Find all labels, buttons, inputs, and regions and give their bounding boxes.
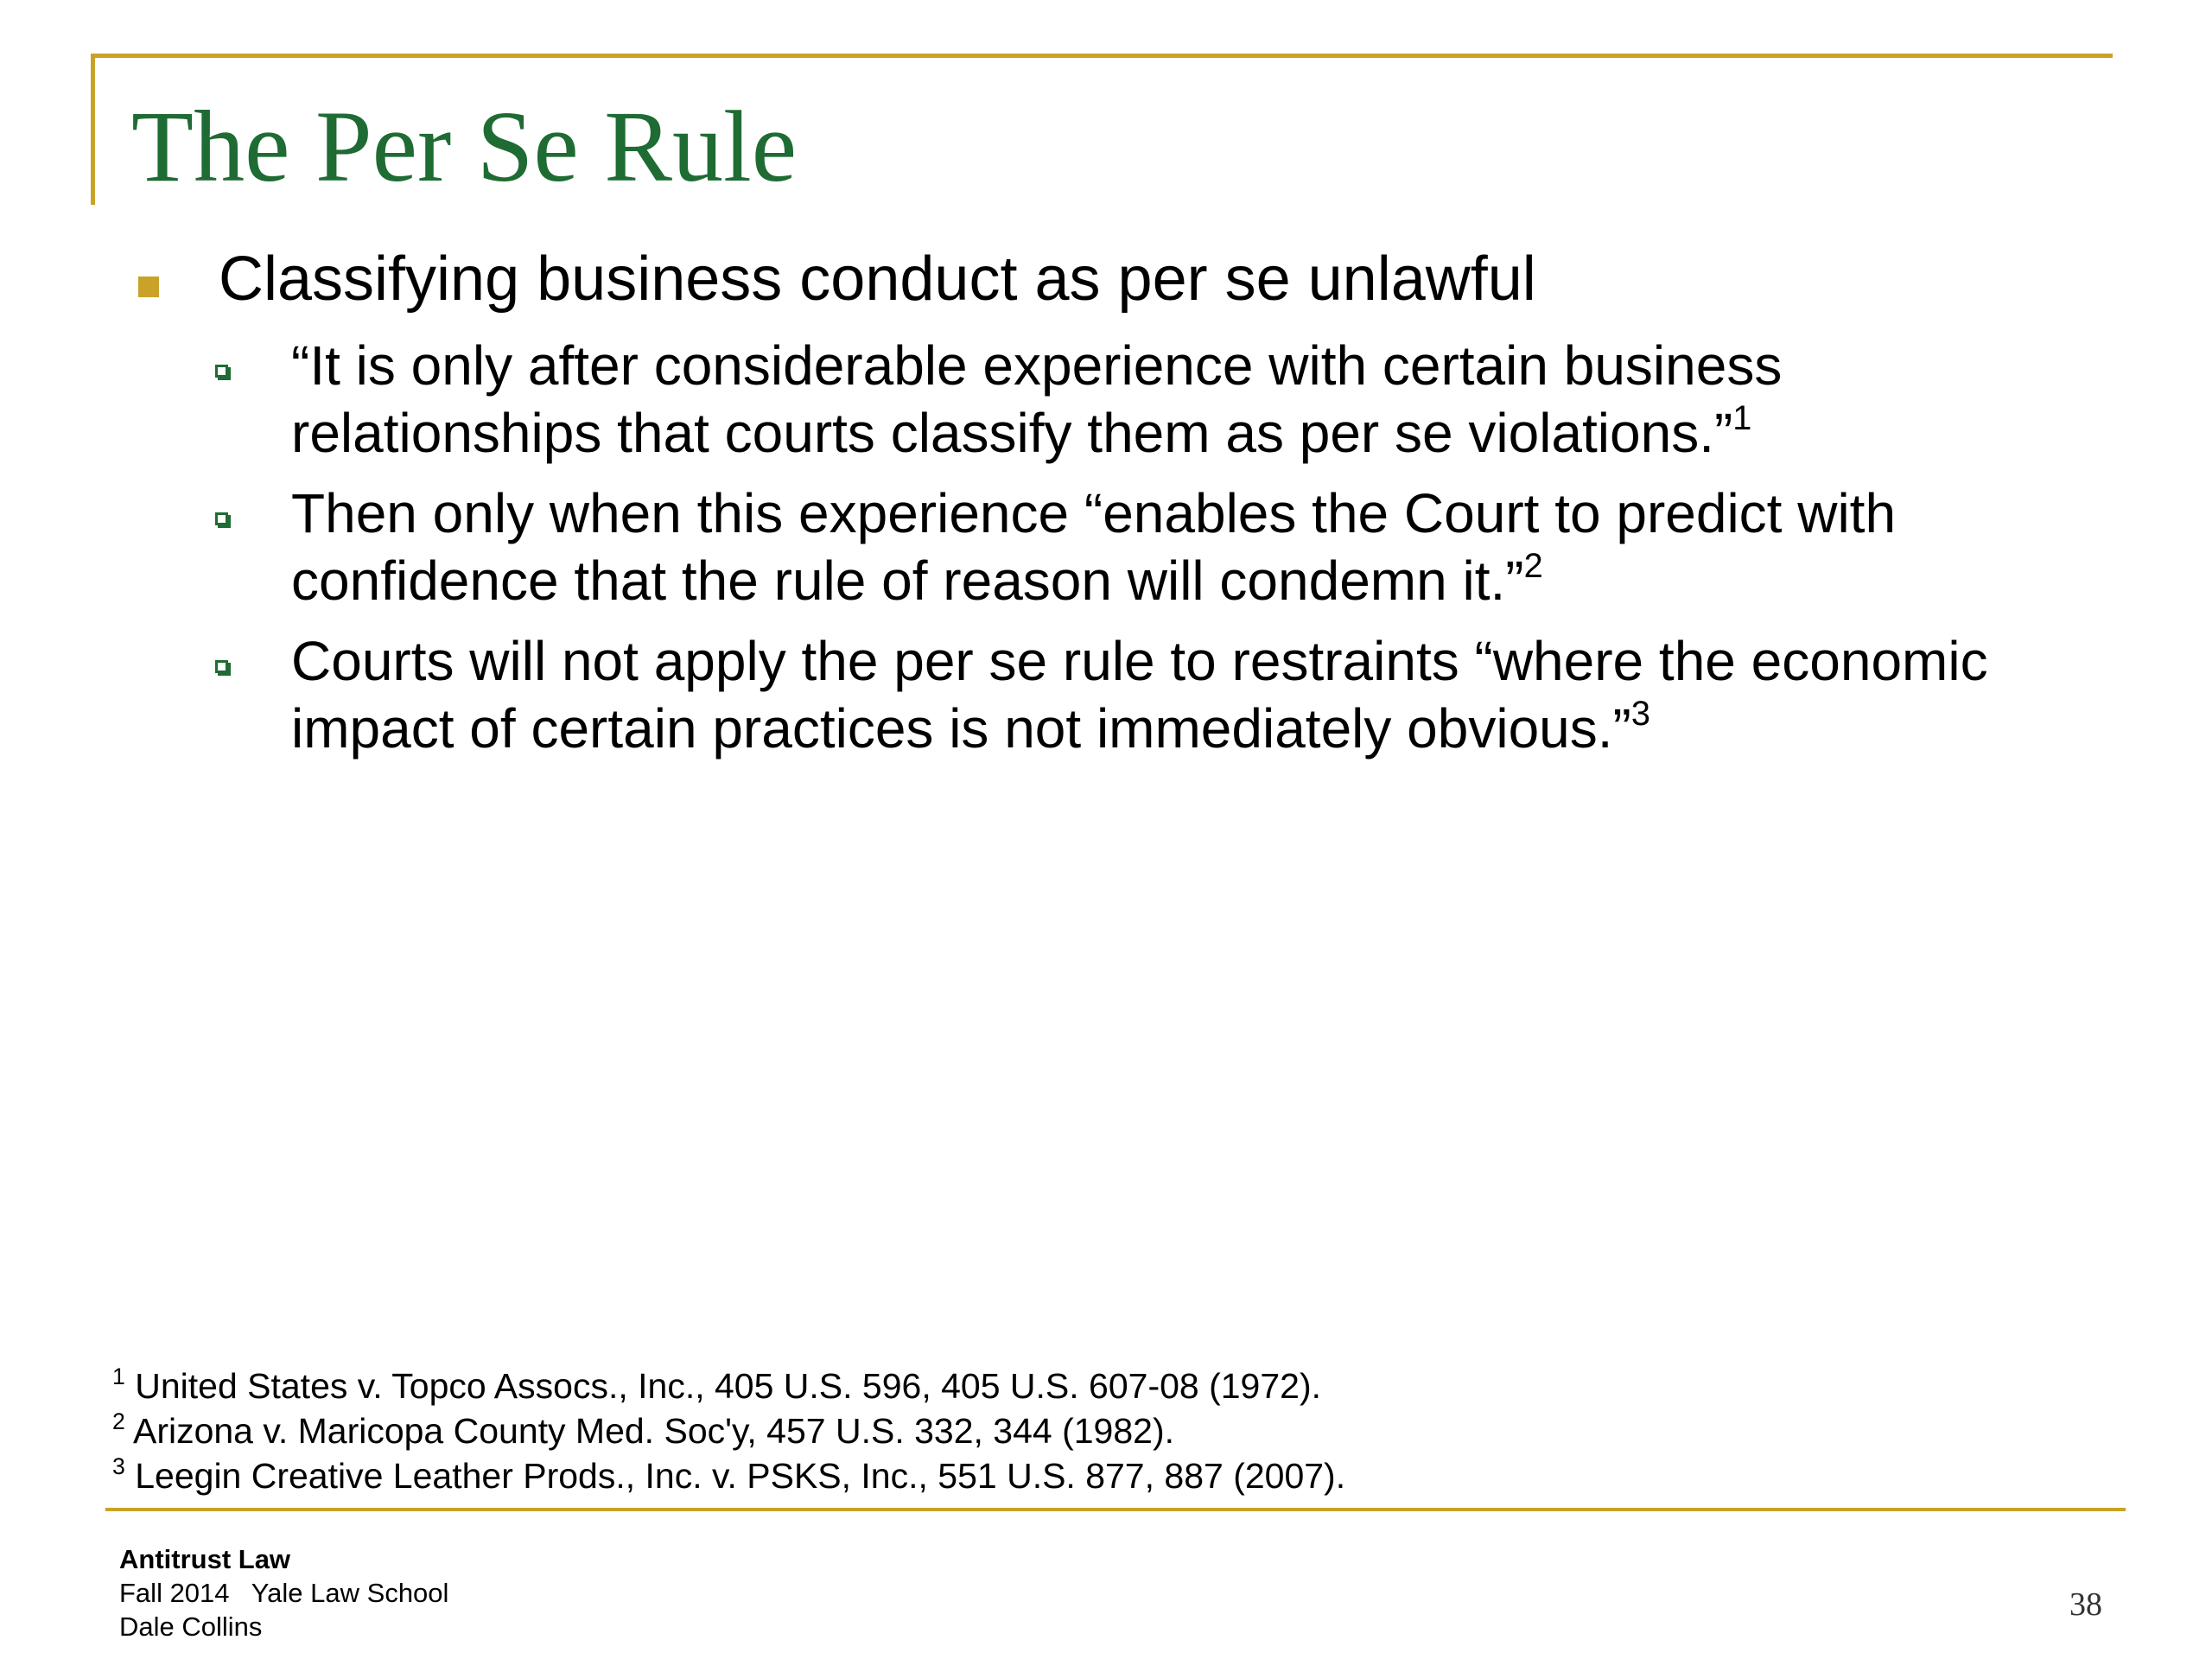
bullet-level1 — [130, 242, 2074, 316]
footnote-text: United States v. Topco Assocs., Inc., 405 U.S. 596, 405 U.S. 607-08 (1972). — [135, 1366, 1321, 1406]
subbullet-text: Courts will not apply the per se rule to restraints “where the economic impact of certain practices is not immediately obvious.” — [291, 630, 1988, 760]
footnote-text: Arizona v. Maricopa County Med. Soc'y, 457 U.S. 332, 344 (1982). — [132, 1411, 1175, 1451]
subbullet — [212, 627, 2074, 762]
slide-body — [130, 242, 2074, 775]
subbullet — [212, 480, 2074, 614]
footnote-number: 1 — [112, 1363, 125, 1390]
footnote — [112, 1363, 1345, 1408]
square-bullet-icon — [138, 276, 159, 297]
hollow-square-bullet-icon — [215, 660, 228, 673]
footnote-number: 2 — [112, 1408, 125, 1435]
subbullet — [212, 332, 2074, 467]
footnote — [112, 1453, 1345, 1498]
hollow-square-bullet-icon — [215, 512, 228, 525]
slide-title: The Per Se Rule — [131, 90, 798, 203]
footnote-number: 3 — [112, 1453, 125, 1480]
hollow-square-bullet-icon — [215, 365, 228, 378]
footer-rule — [105, 1508, 2126, 1511]
footnote-ref: 2 — [1523, 547, 1543, 586]
bullet-text: Classifying business conduct as per se unlawful — [219, 245, 1536, 314]
footer-instructor: Dale Collins — [119, 1611, 263, 1642]
footnote-ref: 3 — [1630, 695, 1650, 734]
footer-term-school: Fall 2014 Yale Law School — [119, 1578, 449, 1608]
title-left-rule — [91, 54, 95, 205]
footnote-ref: 1 — [1732, 399, 1752, 438]
page-number: 38 — [2069, 1586, 2102, 1623]
footnote — [112, 1408, 1345, 1453]
title-top-rule — [91, 54, 2113, 58]
footer-course: Antitrust Law — [119, 1544, 291, 1574]
footnote-text: Leegin Creative Leather Prods., Inc. v. PSKS, Inc., 551 U.S. 877, 887 (2007). — [135, 1456, 1346, 1496]
footer — [119, 1542, 448, 1643]
subbullet-text: “It is only after considerable experience with certain business relationships that courts classify them as per se violations.” — [291, 334, 1783, 464]
footnotes — [112, 1363, 1345, 1498]
subbullet-text: Then only when this experience “enables the Court to predict with confidence that the rule of reason will condemn it.” — [291, 482, 1897, 612]
